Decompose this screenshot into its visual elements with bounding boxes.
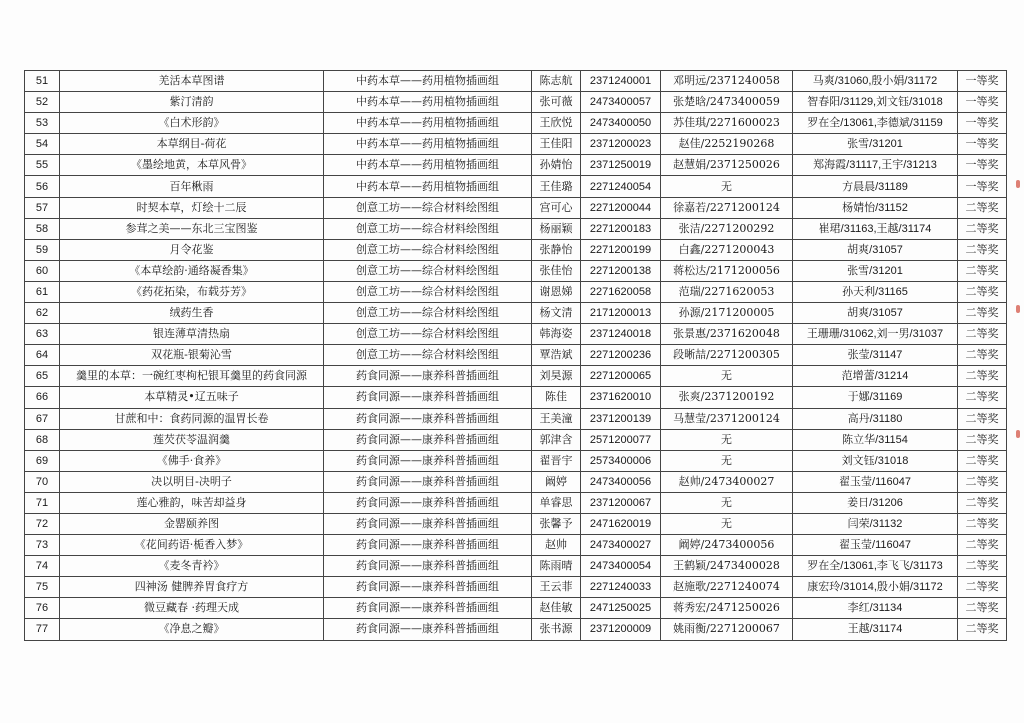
work-title-cell: 银连薄草清热扇 <box>60 324 324 345</box>
prize-level-cell: 二等奖 <box>958 450 1007 471</box>
table-row <box>25 556 1007 577</box>
prize-level-cell: 一等奖 <box>958 134 1007 155</box>
row-number-cell: 59 <box>25 239 60 260</box>
team-member-cell: 赵帅/2473400027 <box>661 471 793 492</box>
prize-level-cell: 二等奖 <box>958 324 1007 345</box>
student-id-cell: 2371200067 <box>581 492 661 513</box>
team-member-cell: 张楚晗/2473400059 <box>661 92 793 113</box>
student-id-cell: 2371200023 <box>581 134 661 155</box>
team-member-cell: 无 <box>661 513 793 534</box>
row-number-cell: 60 <box>25 260 60 281</box>
work-title-cell: 《药花拓染，布载芬芳》 <box>60 281 324 302</box>
category-cell: 中药本草——药用植物插画组 <box>324 113 532 134</box>
table-row <box>25 619 1007 640</box>
category-cell: 药食同源——康养科普插画组 <box>324 429 532 450</box>
row-number-cell: 57 <box>25 197 60 218</box>
student-id-cell: 2473400057 <box>581 92 661 113</box>
prize-level-cell: 二等奖 <box>958 556 1007 577</box>
table-row <box>25 345 1007 366</box>
work-title-cell: 微豆藏春 ·药理天成 <box>60 598 324 619</box>
student-id-cell: 2271200044 <box>581 197 661 218</box>
prize-level-cell: 二等奖 <box>958 513 1007 534</box>
work-title-cell: 《白术形韵》 <box>60 113 324 134</box>
edge-mark <box>1016 180 1020 188</box>
student-name-cell: 刘昊源 <box>532 366 581 387</box>
row-number-cell: 54 <box>25 134 60 155</box>
category-cell: 创意工坊——综合材料绘图组 <box>324 260 532 281</box>
work-title-cell: 百年楸雨 <box>60 176 324 197</box>
advisor-cell: 闫荣/31132 <box>793 513 958 534</box>
edge-mark <box>1016 305 1020 313</box>
student-id-cell: 2473400056 <box>581 471 661 492</box>
advisor-cell: 王珊珊/31062,刘一男/31037 <box>793 324 958 345</box>
category-cell: 中药本草——药用植物插画组 <box>324 134 532 155</box>
category-cell: 药食同源——康养科普插画组 <box>324 408 532 429</box>
student-name-cell: 王欣悦 <box>532 113 581 134</box>
student-name-cell: 单睿思 <box>532 492 581 513</box>
student-id-cell: 2371200009 <box>581 619 661 640</box>
advisor-cell: 方晨晨/31189 <box>793 176 958 197</box>
student-name-cell: 王佳璐 <box>532 176 581 197</box>
table-row <box>25 513 1007 534</box>
student-name-cell: 王美潼 <box>532 408 581 429</box>
team-member-cell: 范瑞/2271620053 <box>661 281 793 302</box>
row-number-cell: 70 <box>25 471 60 492</box>
category-cell: 中药本草——药用植物插画组 <box>324 71 532 92</box>
work-title-cell: 双花瓶-银菊沁雪 <box>60 345 324 366</box>
prize-level-cell: 二等奖 <box>958 239 1007 260</box>
advisor-cell: 郑海霞/31117,王宇/31213 <box>793 155 958 176</box>
work-title-cell: 《墨绘地黄，本草风骨》 <box>60 155 324 176</box>
table-row <box>25 324 1007 345</box>
student-id-cell: 2271240054 <box>581 176 661 197</box>
student-name-cell: 张书源 <box>532 619 581 640</box>
prize-level-cell: 二等奖 <box>958 260 1007 281</box>
student-id-cell: 2471250025 <box>581 598 661 619</box>
work-title-cell: 《本草绘韵·通络凝香集》 <box>60 260 324 281</box>
work-title-cell: 《佛手·食养》 <box>60 450 324 471</box>
work-title-cell: 四神汤 健脾养胃食疗方 <box>60 577 324 598</box>
table-row <box>25 577 1007 598</box>
advisor-cell: 王越/31174 <box>793 619 958 640</box>
table-row <box>25 92 1007 113</box>
category-cell: 创意工坊——综合材料绘图组 <box>324 218 532 239</box>
advisor-cell: 李红/31134 <box>793 598 958 619</box>
advisor-cell: 杨婧怡/31152 <box>793 197 958 218</box>
row-number-cell: 68 <box>25 429 60 450</box>
awards-table <box>24 70 1007 641</box>
student-name-cell: 谢恩娣 <box>532 281 581 302</box>
work-title-cell: 莲芡茯苓温润羹 <box>60 429 324 450</box>
category-cell: 创意工坊——综合材料绘图组 <box>324 345 532 366</box>
student-name-cell: 张静怡 <box>532 239 581 260</box>
table-row <box>25 492 1007 513</box>
row-number-cell: 63 <box>25 324 60 345</box>
edge-mark <box>1016 430 1020 438</box>
prize-level-cell: 二等奖 <box>958 218 1007 239</box>
student-id-cell: 2473400054 <box>581 556 661 577</box>
advisor-cell: 刘文钰/31018 <box>793 450 958 471</box>
team-member-cell: 王鹤颖/2473400028 <box>661 556 793 577</box>
team-member-cell: 邓明远/2371240058 <box>661 71 793 92</box>
row-number-cell: 73 <box>25 535 60 556</box>
work-title-cell: 甘蔗和中：食药同源的温胃长卷 <box>60 408 324 429</box>
category-cell: 创意工坊——综合材料绘图组 <box>324 281 532 302</box>
team-member-cell: 张洁/2271200292 <box>661 218 793 239</box>
advisor-cell: 崔珺/31163,王越/31174 <box>793 218 958 239</box>
student-name-cell: 陈雨晴 <box>532 556 581 577</box>
prize-level-cell: 一等奖 <box>958 155 1007 176</box>
advisor-cell: 翟玉莹/116047 <box>793 535 958 556</box>
work-title-cell: 时契本草，灯绘十二辰 <box>60 197 324 218</box>
advisor-cell: 罗在全/13061,李飞飞/31173 <box>793 556 958 577</box>
work-title-cell: 羌活本草图谱 <box>60 71 324 92</box>
student-id-cell: 2571200077 <box>581 429 661 450</box>
row-number-cell: 61 <box>25 281 60 302</box>
student-name-cell: 阚婷 <box>532 471 581 492</box>
prize-level-cell: 一等奖 <box>958 113 1007 134</box>
team-member-cell: 姚雨衡/2271200067 <box>661 619 793 640</box>
table-row <box>25 71 1007 92</box>
table-row <box>25 450 1007 471</box>
work-title-cell: 决以明目-决明子 <box>60 471 324 492</box>
row-number-cell: 62 <box>25 303 60 324</box>
team-member-cell: 蒋松达/2171200056 <box>661 260 793 281</box>
table-row <box>25 113 1007 134</box>
category-cell: 中药本草——药用植物插画组 <box>324 155 532 176</box>
category-cell: 药食同源——康养科普插画组 <box>324 450 532 471</box>
student-id-cell: 2171200013 <box>581 303 661 324</box>
prize-level-cell: 二等奖 <box>958 577 1007 598</box>
work-title-cell: 莲心雅韵，味苦却益身 <box>60 492 324 513</box>
category-cell: 药食同源——康养科普插画组 <box>324 598 532 619</box>
student-id-cell: 2271200065 <box>581 366 661 387</box>
category-cell: 药食同源——康养科普插画组 <box>324 619 532 640</box>
category-cell: 药食同源——康养科普插画组 <box>324 471 532 492</box>
team-member-cell: 徐嘉若/2271200124 <box>661 197 793 218</box>
table-row <box>25 535 1007 556</box>
team-member-cell: 无 <box>661 450 793 471</box>
table-row <box>25 134 1007 155</box>
team-member-cell: 张景惠/2371620048 <box>661 324 793 345</box>
prize-level-cell: 二等奖 <box>958 387 1007 408</box>
student-id-cell: 2473400027 <box>581 535 661 556</box>
team-member-cell: 无 <box>661 429 793 450</box>
advisor-cell: 智春阳/31129,刘文钰/31018 <box>793 92 958 113</box>
student-name-cell: 翟晋宇 <box>532 450 581 471</box>
work-title-cell: 《麦冬青衿》 <box>60 556 324 577</box>
prize-level-cell: 二等奖 <box>958 303 1007 324</box>
category-cell: 创意工坊——综合材料绘图组 <box>324 324 532 345</box>
category-cell: 药食同源——康养科普插画组 <box>324 556 532 577</box>
row-number-cell: 64 <box>25 345 60 366</box>
prize-level-cell: 二等奖 <box>958 366 1007 387</box>
student-name-cell: 孙婧怡 <box>532 155 581 176</box>
student-id-cell: 2573400006 <box>581 450 661 471</box>
category-cell: 药食同源——康养科普插画组 <box>324 492 532 513</box>
team-member-cell: 赵佳/2252190268 <box>661 134 793 155</box>
table-row <box>25 598 1007 619</box>
row-number-cell: 58 <box>25 218 60 239</box>
table-row <box>25 387 1007 408</box>
row-number-cell: 52 <box>25 92 60 113</box>
prize-level-cell: 二等奖 <box>958 429 1007 450</box>
prize-level-cell: 一等奖 <box>958 71 1007 92</box>
student-name-cell: 陈佳 <box>532 387 581 408</box>
advisor-cell: 范增蕾/31214 <box>793 366 958 387</box>
student-name-cell: 张可薇 <box>532 92 581 113</box>
table-row <box>25 408 1007 429</box>
team-member-cell: 孙源/2171200005 <box>661 303 793 324</box>
category-cell: 创意工坊——综合材料绘图组 <box>324 303 532 324</box>
category-cell: 中药本草——药用植物插画组 <box>324 176 532 197</box>
row-number-cell: 76 <box>25 598 60 619</box>
category-cell: 药食同源——康养科普插画组 <box>324 535 532 556</box>
table-row <box>25 471 1007 492</box>
team-member-cell: 段晰喆/2271200305 <box>661 345 793 366</box>
team-member-cell: 苏佳琪/2271600023 <box>661 113 793 134</box>
table-row <box>25 218 1007 239</box>
student-name-cell: 陈志航 <box>532 71 581 92</box>
student-id-cell: 2371200139 <box>581 408 661 429</box>
student-name-cell: 赵帅 <box>532 535 581 556</box>
category-cell: 创意工坊——综合材料绘图组 <box>324 197 532 218</box>
work-title-cell: 金罂颐养图 <box>60 513 324 534</box>
row-number-cell: 72 <box>25 513 60 534</box>
table-row <box>25 303 1007 324</box>
prize-level-cell: 二等奖 <box>958 598 1007 619</box>
student-name-cell: 杨文清 <box>532 303 581 324</box>
category-cell: 中药本草——药用植物插画组 <box>324 92 532 113</box>
advisor-cell: 高丹/31180 <box>793 408 958 429</box>
student-name-cell: 宫可心 <box>532 197 581 218</box>
prize-level-cell: 二等奖 <box>958 345 1007 366</box>
advisor-cell: 张莹/31147 <box>793 345 958 366</box>
student-name-cell: 赵佳敏 <box>532 598 581 619</box>
table-row <box>25 429 1007 450</box>
row-number-cell: 55 <box>25 155 60 176</box>
student-id-cell: 2371240018 <box>581 324 661 345</box>
student-name-cell: 王云菲 <box>532 577 581 598</box>
student-name-cell: 覃浩斌 <box>532 345 581 366</box>
team-member-cell: 赵施歌/2271240074 <box>661 577 793 598</box>
work-title-cell: 参茸之美——东北三宝图鉴 <box>60 218 324 239</box>
table-row <box>25 155 1007 176</box>
table-row <box>25 197 1007 218</box>
prize-level-cell: 二等奖 <box>958 197 1007 218</box>
advisor-cell: 胡爽/31057 <box>793 303 958 324</box>
prize-level-cell: 二等奖 <box>958 492 1007 513</box>
student-id-cell: 2271200199 <box>581 239 661 260</box>
advisor-cell: 张雪/31201 <box>793 134 958 155</box>
prize-level-cell: 二等奖 <box>958 471 1007 492</box>
student-id-cell: 2271200138 <box>581 260 661 281</box>
advisor-cell: 姜日/31206 <box>793 492 958 513</box>
advisor-cell: 陈立华/31154 <box>793 429 958 450</box>
student-id-cell: 2371250019 <box>581 155 661 176</box>
advisor-cell: 康宏玲/31014,殷小娟/31172 <box>793 577 958 598</box>
student-id-cell: 2371620010 <box>581 387 661 408</box>
prize-level-cell: 二等奖 <box>958 619 1007 640</box>
work-title-cell: 紫汀清韵 <box>60 92 324 113</box>
category-cell: 药食同源——康养科普插画组 <box>324 513 532 534</box>
prize-level-cell: 二等奖 <box>958 535 1007 556</box>
table-row <box>25 260 1007 281</box>
work-title-cell: 《净息之瓣》 <box>60 619 324 640</box>
table-row <box>25 176 1007 197</box>
row-number-cell: 65 <box>25 366 60 387</box>
team-member-cell: 张爽/2371200192 <box>661 387 793 408</box>
advisor-cell: 张雪/31201 <box>793 260 958 281</box>
student-name-cell: 韩海姿 <box>532 324 581 345</box>
student-name-cell: 张佳怡 <box>532 260 581 281</box>
student-name-cell: 张馨予 <box>532 513 581 534</box>
student-name-cell: 郭津含 <box>532 429 581 450</box>
row-number-cell: 71 <box>25 492 60 513</box>
advisor-cell: 胡爽/31057 <box>793 239 958 260</box>
prize-level-cell: 二等奖 <box>958 408 1007 429</box>
category-cell: 药食同源——康养科普插画组 <box>324 577 532 598</box>
team-member-cell: 无 <box>661 366 793 387</box>
work-title-cell: 月令花鉴 <box>60 239 324 260</box>
team-member-cell: 无 <box>661 492 793 513</box>
work-title-cell: 本草纲目-荷花 <box>60 134 324 155</box>
team-member-cell: 阚婷/2473400056 <box>661 535 793 556</box>
team-member-cell: 蒋秀宏/2471250026 <box>661 598 793 619</box>
team-member-cell: 赵慧娟/2371250026 <box>661 155 793 176</box>
advisor-cell: 翟玉莹/116047 <box>793 471 958 492</box>
row-number-cell: 75 <box>25 577 60 598</box>
category-cell: 创意工坊——综合材料绘图组 <box>324 239 532 260</box>
student-id-cell: 2471620019 <box>581 513 661 534</box>
row-number-cell: 51 <box>25 71 60 92</box>
work-title-cell: 本草精灵•辽五味子 <box>60 387 324 408</box>
table-row <box>25 239 1007 260</box>
team-member-cell: 马慧莹/2371200124 <box>661 408 793 429</box>
advisor-cell: 孙天利/31165 <box>793 281 958 302</box>
row-number-cell: 77 <box>25 619 60 640</box>
prize-level-cell: 一等奖 <box>958 92 1007 113</box>
row-number-cell: 69 <box>25 450 60 471</box>
row-number-cell: 66 <box>25 387 60 408</box>
category-cell: 药食同源——康养科普插画组 <box>324 366 532 387</box>
work-title-cell: 羹里的本草：一碗红枣枸杞银耳羹里的药食同源 <box>60 366 324 387</box>
advisor-cell: 于娜/31169 <box>793 387 958 408</box>
student-id-cell: 2271620058 <box>581 281 661 302</box>
table-row <box>25 366 1007 387</box>
row-number-cell: 74 <box>25 556 60 577</box>
student-id-cell: 2271200236 <box>581 345 661 366</box>
student-id-cell: 2271240033 <box>581 577 661 598</box>
work-title-cell: 《花间药语·栀香入梦》 <box>60 535 324 556</box>
work-title-cell: 绒药生香 <box>60 303 324 324</box>
student-id-cell: 2371240001 <box>581 71 661 92</box>
awards-table-body <box>25 71 1007 641</box>
prize-level-cell: 一等奖 <box>958 176 1007 197</box>
team-member-cell: 无 <box>661 176 793 197</box>
category-cell: 药食同源——康养科普插画组 <box>324 387 532 408</box>
team-member-cell: 白鑫/2271200043 <box>661 239 793 260</box>
advisor-cell: 马爽/31060,殷小娟/31172 <box>793 71 958 92</box>
row-number-cell: 53 <box>25 113 60 134</box>
student-id-cell: 2473400050 <box>581 113 661 134</box>
row-number-cell: 67 <box>25 408 60 429</box>
prize-level-cell: 二等奖 <box>958 281 1007 302</box>
advisor-cell: 罗在全/13061,李德斌/31159 <box>793 113 958 134</box>
student-name-cell: 王佳阳 <box>532 134 581 155</box>
table-row <box>25 281 1007 302</box>
row-number-cell: 56 <box>25 176 60 197</box>
student-id-cell: 2271200183 <box>581 218 661 239</box>
student-name-cell: 杨丽颖 <box>532 218 581 239</box>
